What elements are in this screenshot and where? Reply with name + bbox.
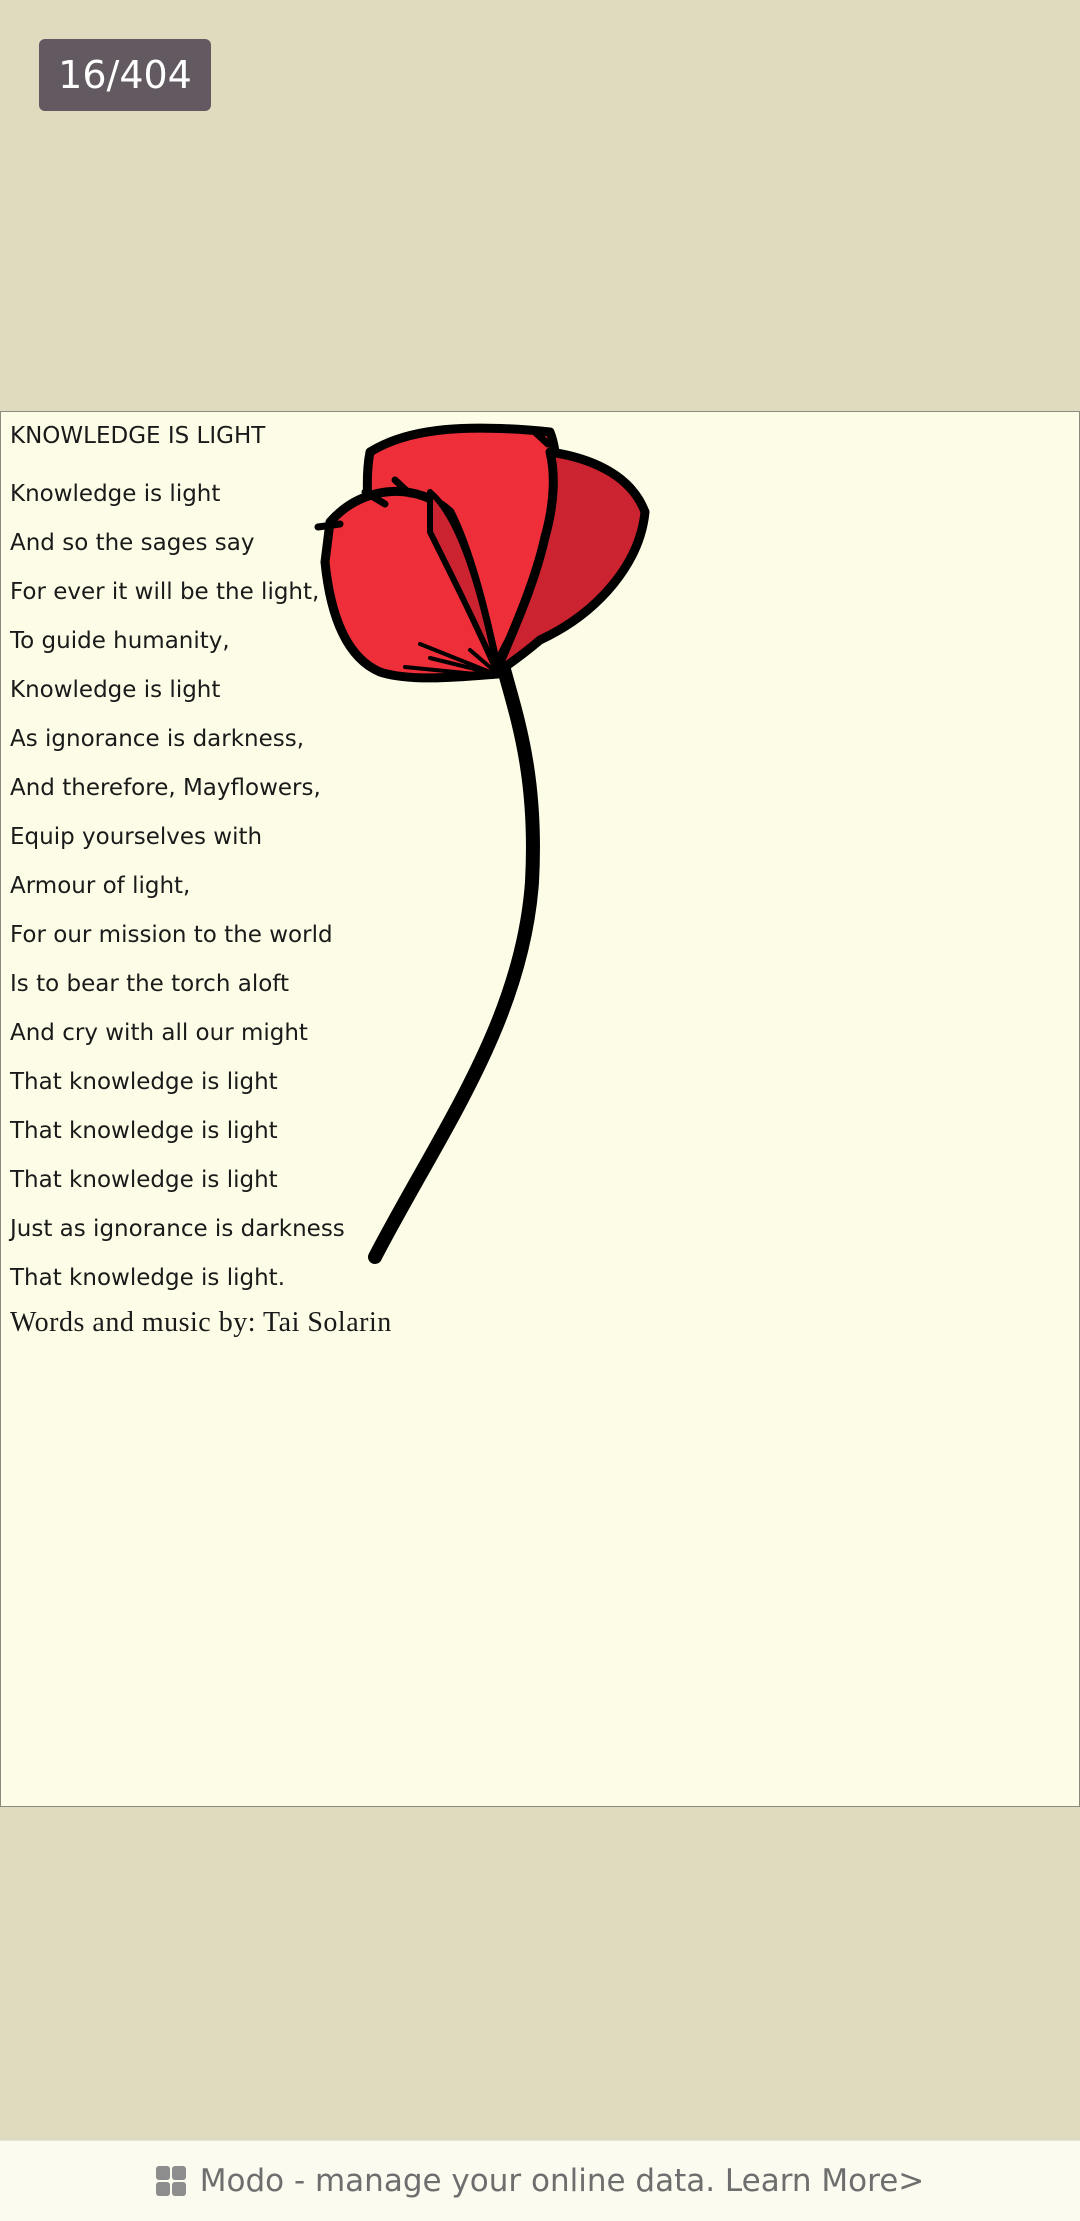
- poem-line: For ever it will be the light,: [10, 579, 320, 605]
- poppy-flower-illustration: [310, 412, 660, 1272]
- page-counter[interactable]: 16/404: [39, 39, 211, 111]
- poem-line: As ignorance is darkness,: [10, 726, 305, 752]
- poem-line: For our mission to the world: [10, 922, 333, 948]
- poem-line: Equip yourselves with: [10, 824, 263, 850]
- poem-line: Is to bear the torch aloft: [10, 971, 289, 997]
- poppy-stem: [375, 662, 533, 1257]
- poem-line: To guide humanity,: [10, 628, 230, 654]
- poem-line: And therefore, Mayflowers,: [10, 775, 321, 801]
- poem-line: And cry with all our might: [10, 1020, 308, 1046]
- poem-line: That knowledge is light: [10, 1118, 278, 1144]
- poem-title: KNOWLEDGE IS LIGHT: [10, 423, 266, 449]
- poem-line: That knowledge is light: [10, 1069, 278, 1095]
- poem-line: That knowledge is light: [10, 1167, 278, 1193]
- poem-line: And so the sages say: [10, 530, 255, 556]
- poem-line: Knowledge is light: [10, 677, 221, 703]
- ad-banner[interactable]: [0, 2140, 1080, 2221]
- ad-text[interactable]: Modo - manage your online data. Learn More>: [199, 2163, 925, 2199]
- poem-line: That knowledge is light.: [10, 1265, 286, 1291]
- poem-line: Knowledge is light: [10, 481, 221, 507]
- modo-logo-icon: [156, 2166, 186, 2196]
- poem-line: Just as ignorance is darkness: [10, 1216, 345, 1242]
- poem-credit: Words and music by: Tai Solarin: [10, 1307, 392, 1338]
- poem-text: [10, 421, 345, 1303]
- poem-line: Armour of light,: [10, 873, 191, 899]
